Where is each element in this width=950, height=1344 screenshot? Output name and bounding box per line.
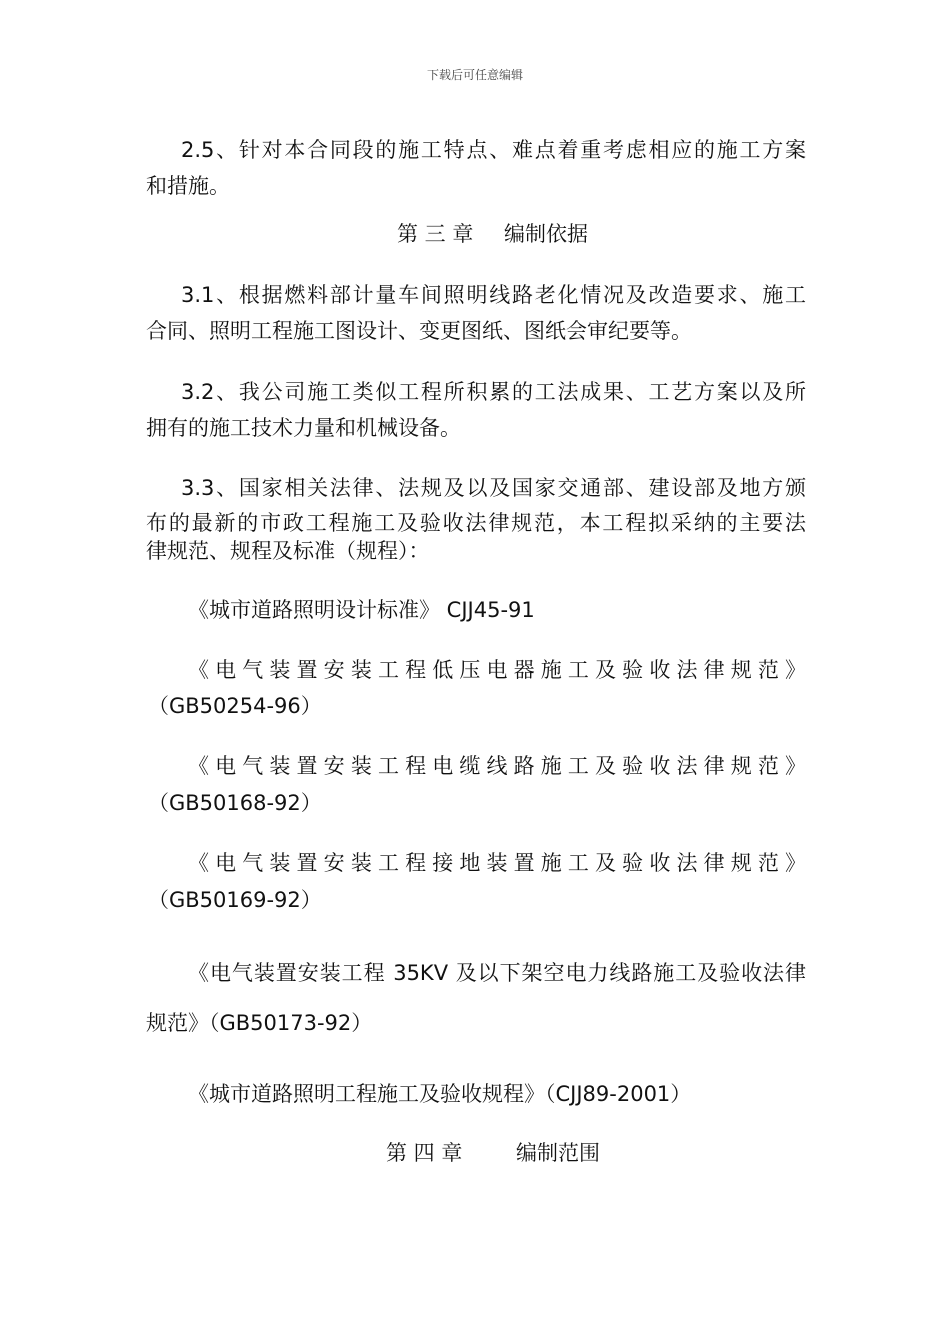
paragraph-3-3-line-1: 3.3、国家相关法律、法规及以及国家交通部、建设部及地方颁 bbox=[181, 476, 806, 500]
paragraph-3-1-line-1: 3.1、根据燃料部计量车间照明线路老化情况及改造要求、施工 bbox=[181, 283, 806, 307]
paragraph-3-2-line-1: 3.2、我公司施工类似工程所积累的工法成果、工艺方案以及所 bbox=[181, 380, 806, 404]
paragraph-3-3-line-2: 布的最新的市政工程施工及验收法律规范，本工程拟采纳的主要法 bbox=[146, 511, 806, 535]
standard-2-line-1: 《电气装置安装工程低压电器施工及验收法律规范》 bbox=[188, 658, 806, 682]
standard-5-line-2: 规范》（GB50173-92） bbox=[146, 1011, 373, 1035]
standard-4-line-2: （GB50169-92） bbox=[148, 888, 322, 912]
standard-5-line-1: 《电气装置安装工程 35KV 及以下架空电力线路施工及验收法律 bbox=[188, 961, 806, 985]
chapter-4-title: 编制范围 bbox=[516, 1141, 600, 1165]
standard-2-line-2: （GB50254-96） bbox=[148, 694, 322, 718]
standard-3-line-1: 《电气装置安装工程电缆线路施工及验收法律规范》 bbox=[188, 754, 806, 778]
paragraph-3-3-line-3: 律规范、规程及标准（规程）： bbox=[146, 539, 430, 563]
paragraph-3-2-line-2: 拥有的施工技术力量和机械设备。 bbox=[146, 416, 461, 440]
standard-4-line-1: 《电气装置安装工程接地装置施工及验收法律规范》 bbox=[188, 851, 806, 875]
chapter-3-number: 第 三 章 bbox=[397, 222, 474, 246]
standard-1: 《城市道路照明设计标准》 CJJ45-91 bbox=[188, 598, 535, 622]
paragraph-2-5-line-2: 和措施。 bbox=[146, 174, 230, 198]
page-header: 下载后可任意编辑 bbox=[426, 68, 523, 82]
standard-3-line-2: （GB50168-92） bbox=[148, 791, 322, 815]
standard-6: 《城市道路照明工程施工及验收规程》（CJJ89-2001） bbox=[188, 1082, 692, 1106]
chapter-4-number: 第 四 章 bbox=[386, 1141, 463, 1165]
chapter-3-title: 编制依据 bbox=[504, 222, 588, 246]
paragraph-3-1-line-2: 合同、照明工程施工图设计、变更图纸、图纸会审纪要等。 bbox=[146, 319, 692, 343]
paragraph-2-5-line-1: 2.5、针对本合同段的施工特点、难点着重考虑相应的施工方案 bbox=[181, 138, 806, 162]
